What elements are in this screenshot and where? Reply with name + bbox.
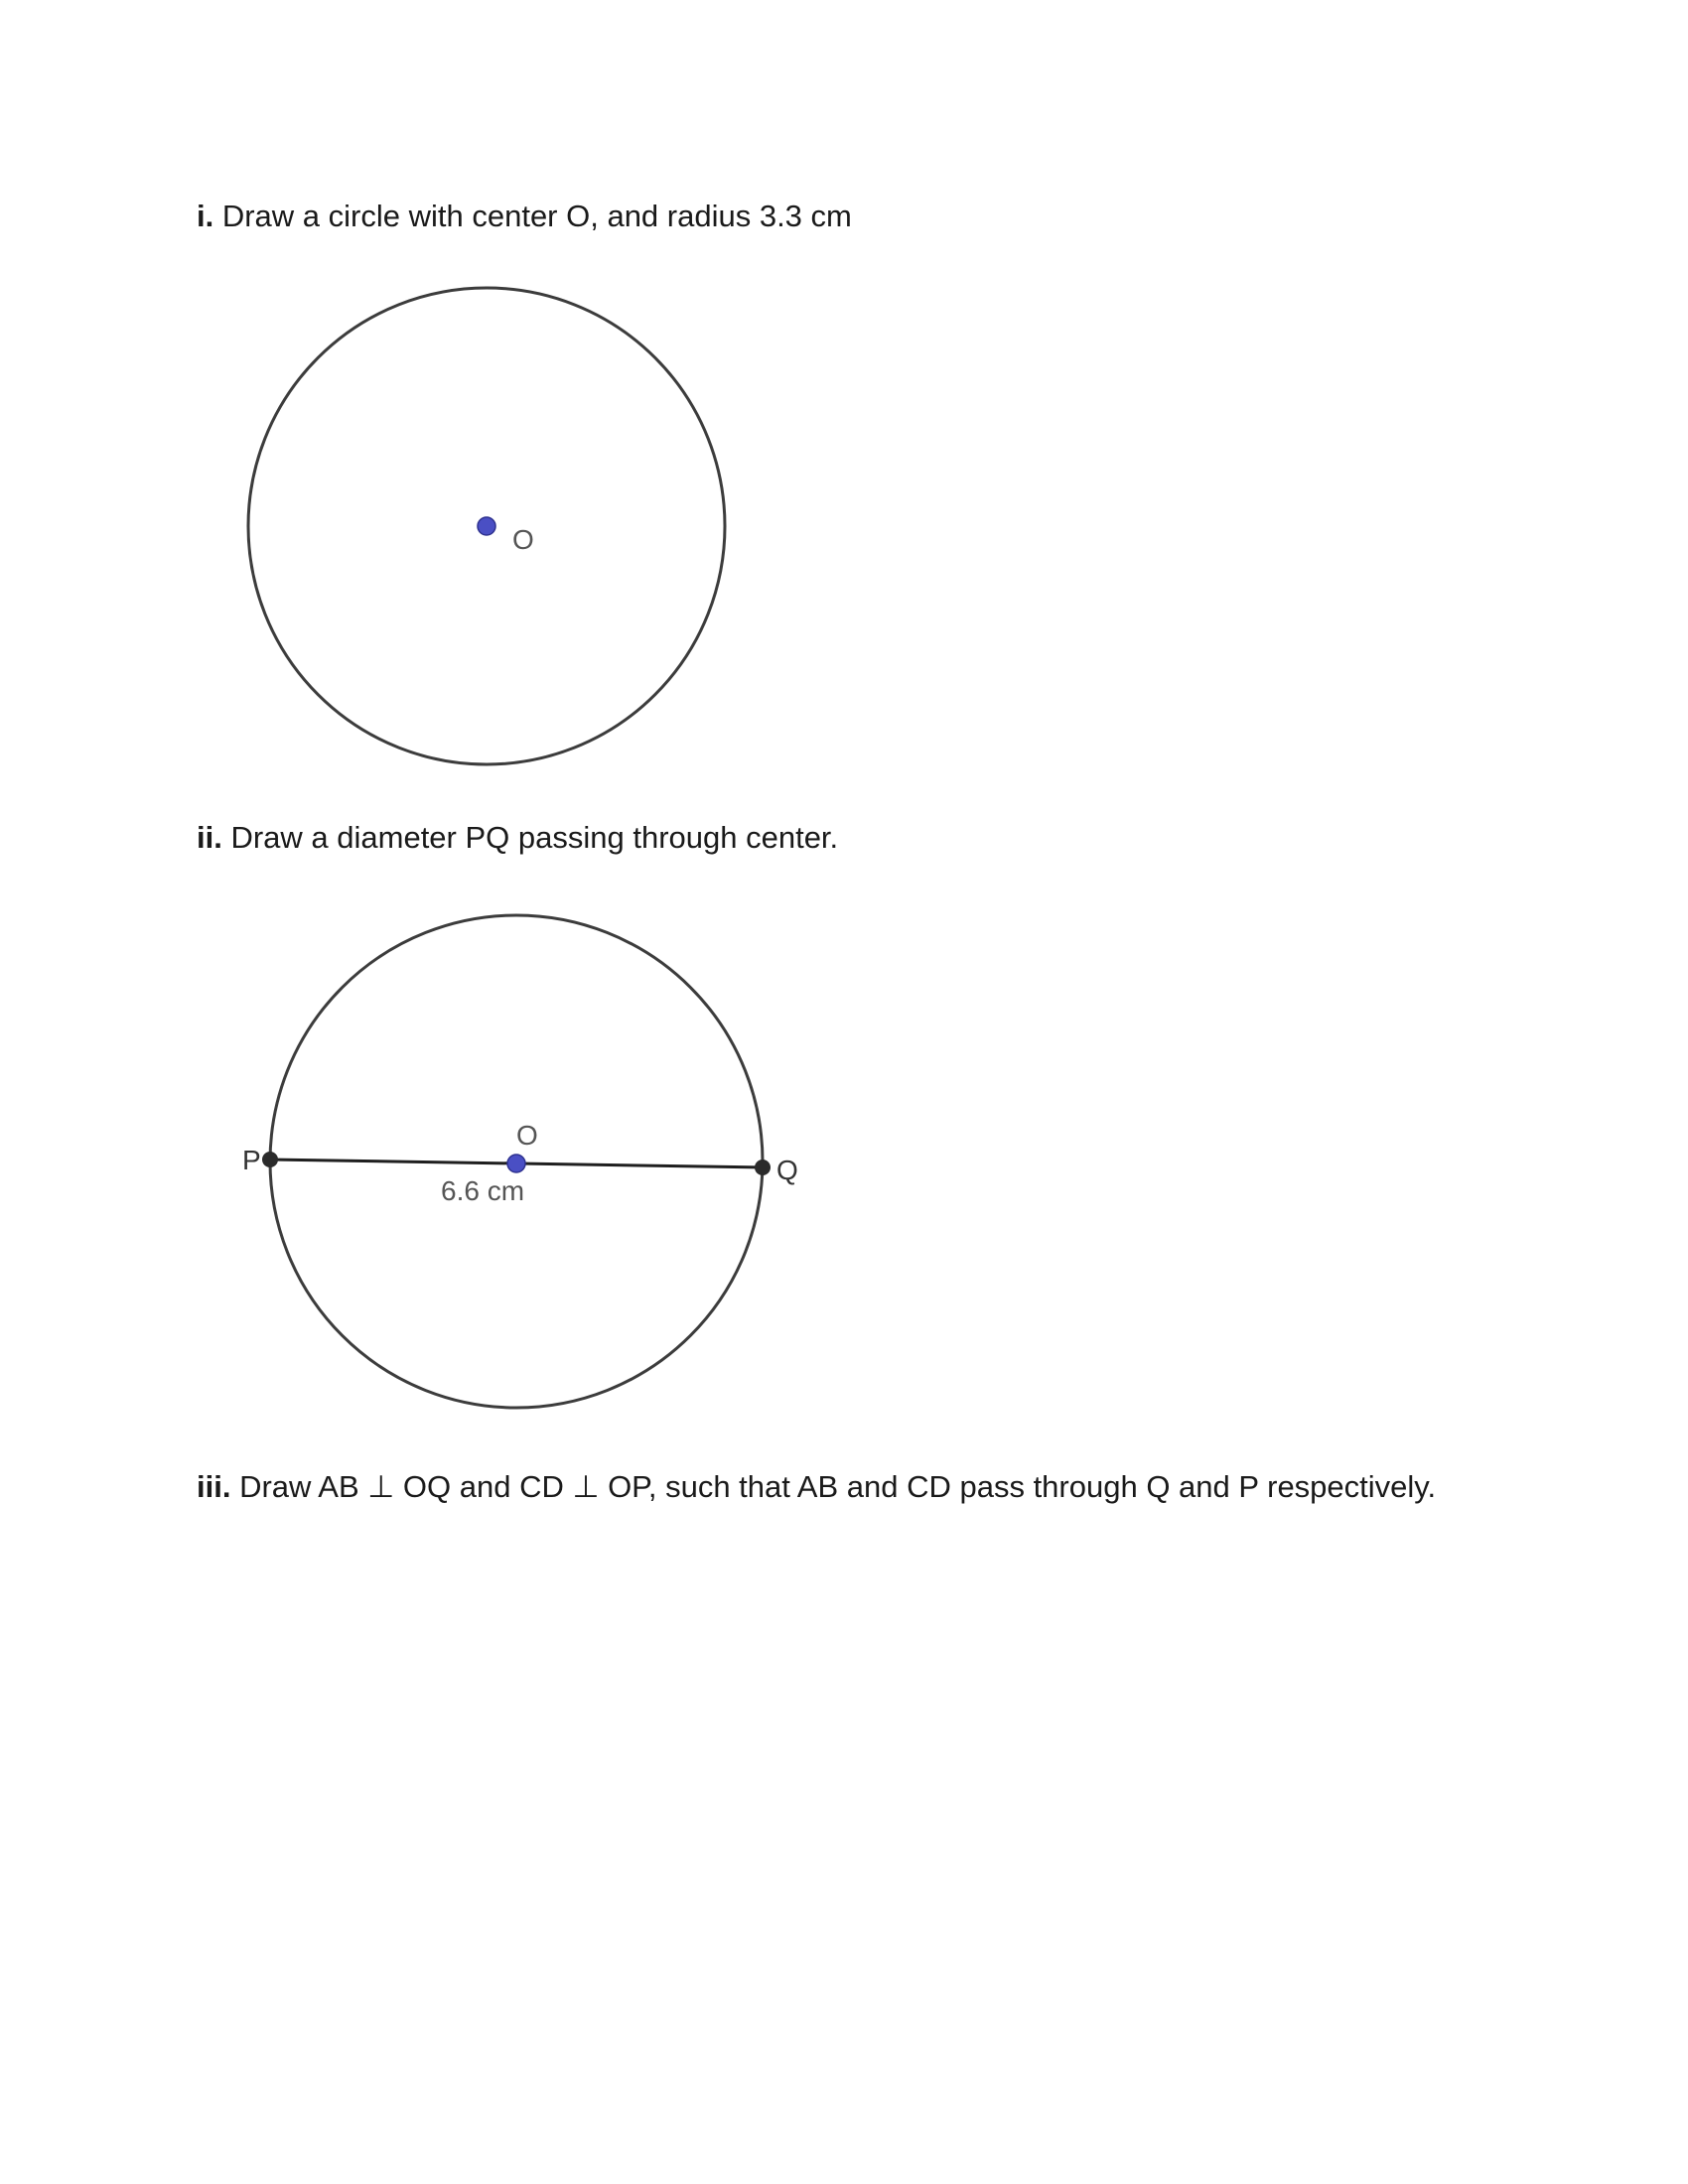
step-3-number: iii. [197, 1469, 231, 1504]
center-label-o: O [512, 524, 534, 555]
circle-figure-2 [228, 898, 844, 1434]
point-q-label: Q [776, 1155, 798, 1185]
step-1-instruction [197, 198, 852, 235]
circle-figure-1 [228, 268, 745, 784]
step-3-instruction [197, 1468, 1438, 1506]
center-point-o [507, 1155, 525, 1172]
center-point-o [478, 517, 495, 535]
step-2-number: ii. [197, 820, 222, 855]
center-label-o: O [516, 1120, 538, 1151]
diameter-length-label: 6.6 cm [441, 1175, 525, 1206]
point-p-label: P [242, 1145, 261, 1175]
point-q [755, 1160, 771, 1175]
step-2-text: Draw a diameter PQ passing through center. [221, 820, 839, 855]
step-3-text: Draw AB ⊥ OQ and CD ⊥ OP, such that AB and CD pass through Q and P respectively. [230, 1469, 1437, 1504]
step-1-number: i. [197, 199, 214, 233]
point-p [262, 1152, 278, 1167]
step-1-text: Draw a circle with center O, and radius 3.3 cm [213, 199, 852, 233]
step-2-instruction [197, 819, 838, 857]
